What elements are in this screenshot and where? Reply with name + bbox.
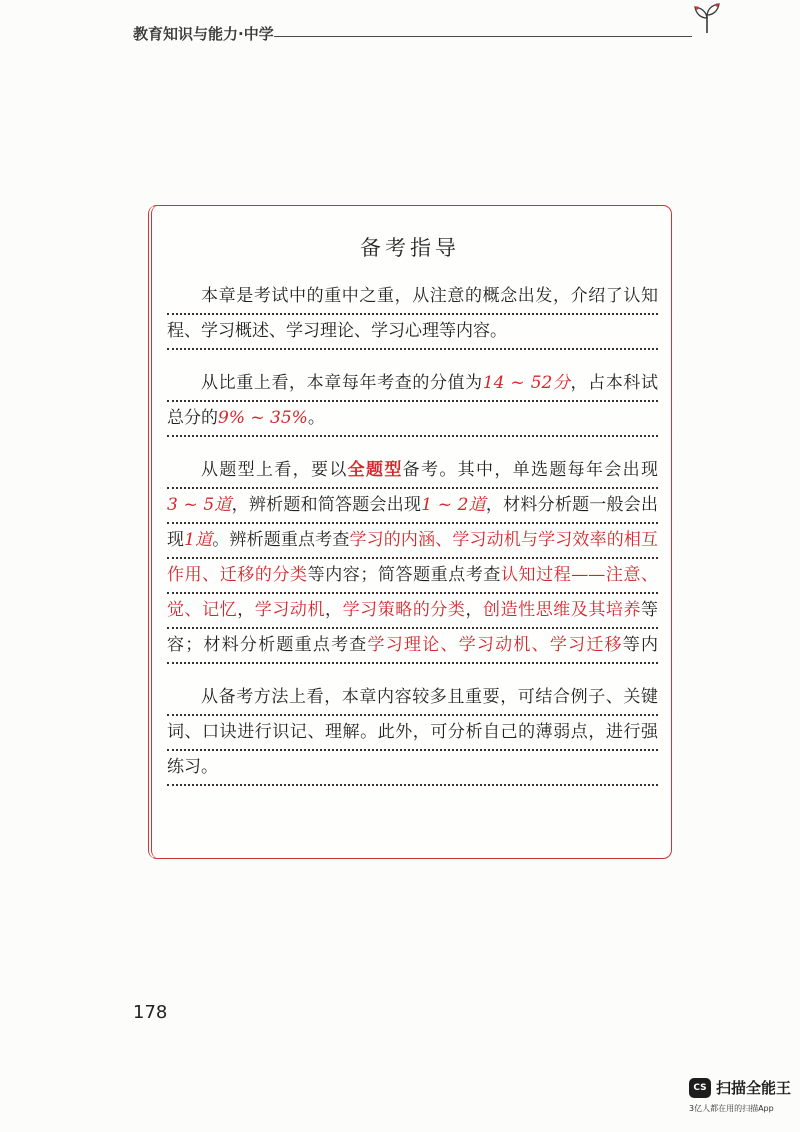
text-segment: 程、学习概述、学习理论、学习心理等内容。 [167,321,507,341]
highlighted-term: 认知过程——注意、 [500,565,658,585]
paragraph [167,367,658,437]
text-line [167,716,658,751]
text-line [167,751,658,786]
text-segment: 从题型上看，要以 [201,460,348,480]
text-segment: 词、口诀进行识记、理解。此外，可分析自己的薄弱点，进行强 [167,722,658,742]
text-segment: 容；材料分析题重点考查 [167,635,368,655]
text-line [167,594,658,629]
text-segment: 。 [307,408,325,428]
text-line [167,489,658,524]
text-segment: 从备考方法上看，本章内容较多且重要，可结合例子、关键 [201,687,658,707]
paragraph [167,681,658,786]
running-title: 教育知识与能力·中学 [133,25,274,43]
highlighted-term: 9% ~ 35% [218,408,308,428]
highlighted-term: 1道 [184,530,213,550]
page-number: 178 [133,1002,168,1023]
text-line [167,629,658,664]
text-segment: ，材料分析题一般会出 [485,495,658,515]
text-segment: 备考。其中，单选题每年会出现 [402,460,658,480]
sprout-icon [692,0,722,34]
highlighted-term: 学习的内涵、学习动机与学习效率的相互 [349,530,658,550]
text-line [167,454,658,489]
highlighted-term: 作用、迁移的分类 [167,565,308,585]
highlighted-term: 全题型 [347,460,403,480]
text-segment: ， [237,600,255,620]
watermark-brand: 扫描全能王 [716,1079,792,1097]
watermark-tagline: 3亿人都在用的扫描App [689,1104,774,1113]
text-segment: 等内容；简答题重点考查 [307,565,501,585]
text-segment: 总分的 [167,408,218,428]
text-line [167,402,658,437]
text-line [167,367,658,402]
text-segment: 等 [641,600,658,620]
text-segment: 从比重上看，本章每年考查的分值为 [201,373,483,393]
text-segment: 练习。 [167,757,218,777]
highlighted-term: 觉、记忆 [167,600,238,620]
text-segment: ， [465,600,484,620]
text-segment: ，辨析题和简答题会出现 [231,495,422,515]
camscanner-logo: CS [689,1078,711,1098]
paragraph [167,454,658,664]
text-segment: 本章是考试中的重中之重，从注意的概念出发，介绍了认知 [201,286,658,306]
text-line [167,524,658,559]
text-segment: ，占本科试 [570,373,658,393]
paragraph [167,280,658,350]
text-line [167,681,658,716]
text-segment: 。辨析题重点考查 [212,530,350,550]
text-segment: ， [325,600,343,620]
text-segment: 等内 [622,635,658,655]
guide-body [167,280,658,803]
text-segment: 现 [167,530,185,550]
highlighted-term: 学习理论、学习动机、学习迁移 [367,635,623,655]
highlighted-term: 学习策略的分类 [342,600,466,620]
text-line [167,315,658,350]
guide-title: 备考指导 [360,236,460,260]
header-rule [274,36,692,37]
highlighted-term: 1 ~ 2道 [421,495,486,515]
highlighted-term: 学习动机 [254,600,326,620]
text-line [167,559,658,594]
text-line [167,280,658,315]
highlighted-term: 14 ~ 52分 [482,373,571,393]
highlighted-term: 创造性思维及其培养 [483,600,642,620]
highlighted-term: 3 ~ 5道 [167,495,232,515]
